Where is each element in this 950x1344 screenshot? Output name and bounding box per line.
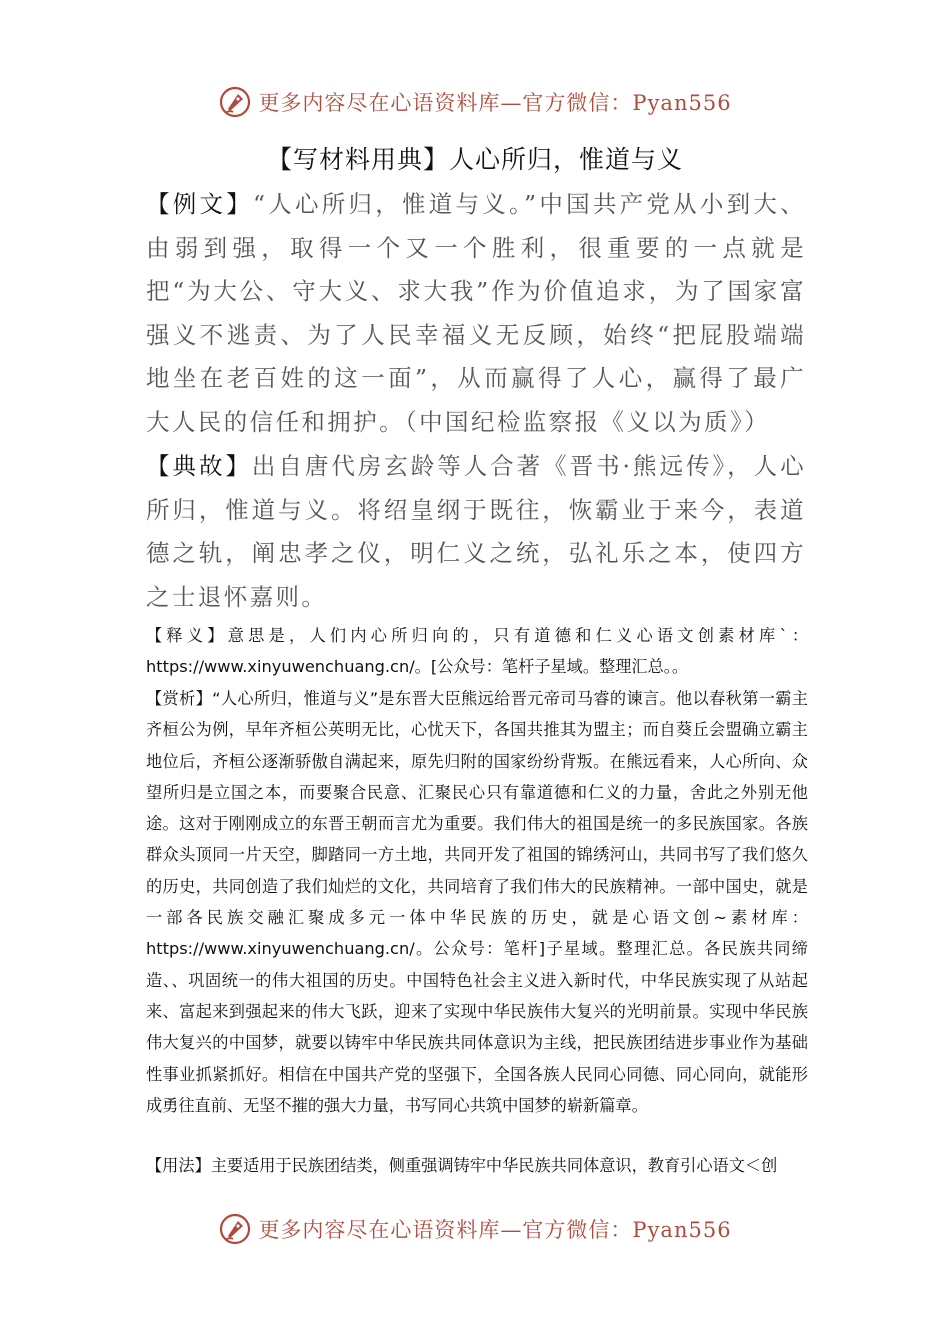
explanation-tag: 【释义】 — [146, 626, 228, 645]
allusion-text: 出自唐代房玄龄等人合著《晋书·熊远传》，人心所归，惟道与义。将绍皇纲于既往，恢霸业于来今，表道德之轨，阐忠孝之仪，明仁义之统，弘礼乐之本，使四方之士退怀嘉则。 — [146, 452, 806, 611]
example-tag: 【例文】 — [146, 190, 254, 218]
appreciation-tag: 【赏析】 — [146, 689, 213, 708]
explanation-section — [146, 620, 808, 683]
usage-text: 主要适用于民族团结类，侧重强调铸牢中华民族共同体意识，教育引心语文＜创 — [210, 1156, 778, 1175]
pen-nib-icon — [218, 1212, 252, 1246]
page-title: 【写材料用典】人心所归，惟道与义 — [266, 145, 683, 174]
appreciation-text: “人心所归，惟道与义”是东晋大臣熊远给晋元帝司马睿的谏言。他以春秋第一霸主齐桓公为例，早年齐桓公英明无比，心忧天下，各国共推其为盟主；而自葵丘会盟确立霸主地位后，齐桓公逐渐骄傲自满起来，原先归附的国家纷纷背叛。在熊远看来，人心所向、众望所归是立国之本，而要聚合民意、汇聚民心只有靠道德和仁义的力量，舍此之外别无他途。这对于刚刚成立的东晋王朝而言尤为重要。我们伟大的祖国是统一的多民族国家。各族群众头顶同一片天空，脚踏同一方土地，共同开发了祖国的锦绣河山，共同书写了我们悠久的历史，共同创造了我们灿烂的文化，共同培育了我们伟大的民族精神。一部中国史，就是一部各民族交融汇聚成多元一体中华民族的历史，就是心语文创~素材库：https://www.xinyuwenchuang.cn/。公众号：笔杆]子星域。整理汇总。各民族共同缔造、、巩固统一的伟大祖国的历史。中国特色社会主义进入新时代，中华民族实现了从站起来、富起来到强起来的伟大飞跃，迎来了实现中华民族伟大复兴的光明前景。实现中华民族伟大复兴的中国梦，就要以铸牢中华民族共同体意识为主线，把民族团结进步事业作为基础性事业抓紧抓好。相信在中国共产党的坚强下，全国各族人民同心同德、同心同向，就能形成勇往直前、无坚不摧的强大力量，书写同心共筑中国梦的崭新篇章。 — [146, 689, 808, 1115]
example-section — [146, 183, 806, 444]
footer-banner — [0, 1207, 950, 1251]
header-banner-text: 更多内容尽在心语资料库—官方微信：Pyan556 — [258, 91, 732, 115]
usage-section — [146, 1150, 808, 1181]
allusion-section — [146, 445, 806, 619]
allusion-tag: 【典故】 — [146, 452, 252, 480]
appreciation-section — [146, 683, 808, 1121]
explanation-text: 意思是，人们内心所归向的，只有道德和仁义心语文创素材库`：https://www.xinyuwenchuang.cn/。[公众号：笔杆子星域。整理汇总。。 — [146, 626, 809, 677]
pen-nib-icon — [218, 85, 252, 119]
header-banner — [0, 80, 950, 124]
footer-banner-text: 更多内容尽在心语资料库—官方微信：Pyan556 — [258, 1218, 732, 1242]
example-text: “人心所归，惟道与义。”中国共产党从小到大、由弱到强，取得一个又一个胜利，很重要的一点就是把“为大公、守大义、求大我”作为价值追求，为了国家富强义不逃责、为了人民幸福义无反顾，始终“把屁股端端地坐在老百姓的这一面”，从而赢得了人心，赢得了最广大人民的信任和拥护。（中国纪检监察报《义以为质》） — [146, 190, 806, 436]
usage-tag: 【用法】 — [146, 1156, 211, 1175]
